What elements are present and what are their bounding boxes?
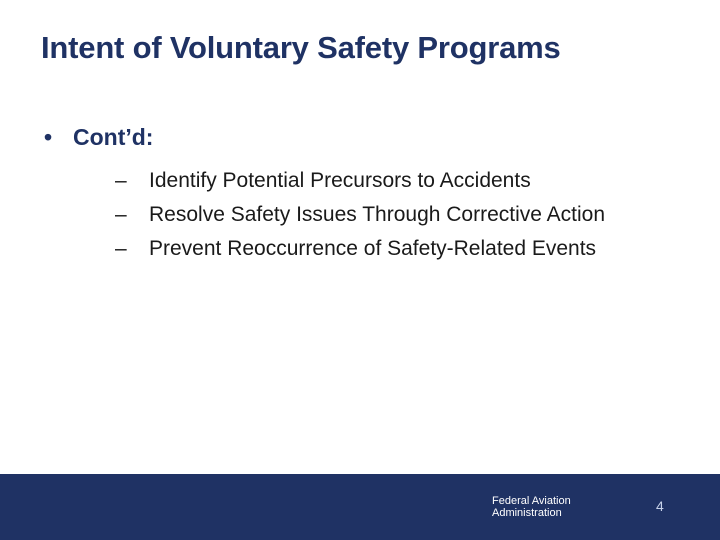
dash-marker: – [115, 169, 127, 192]
agency-name-line2: Administration [492, 507, 562, 519]
slide-title: Intent of Voluntary Safety Programs [41, 30, 561, 65]
agency-name [492, 495, 612, 519]
sub-bullet-item [115, 203, 605, 237]
sub-bullet-item [115, 237, 605, 271]
dash-marker: – [115, 203, 127, 226]
footer-bar [0, 474, 720, 540]
bullet-text: Cont’d: [73, 124, 154, 150]
dash-marker: – [115, 237, 127, 260]
bullet-marker: • [44, 124, 53, 150]
page-number: 4 [656, 498, 664, 514]
bullet-item [44, 124, 605, 151]
agency-name-line1: Federal Aviation [492, 495, 571, 507]
sub-bullet-text: Identify Potential Precursors to Accidents [149, 169, 531, 192]
sub-bullet-item [115, 169, 605, 203]
sub-bullet-text: Resolve Safety Issues Through Corrective Action [149, 203, 606, 226]
slide-content [44, 124, 605, 271]
sub-bullet-text: Prevent Reoccurrence of Safety-Related Events [149, 237, 597, 260]
sub-bullet-list [115, 169, 605, 271]
